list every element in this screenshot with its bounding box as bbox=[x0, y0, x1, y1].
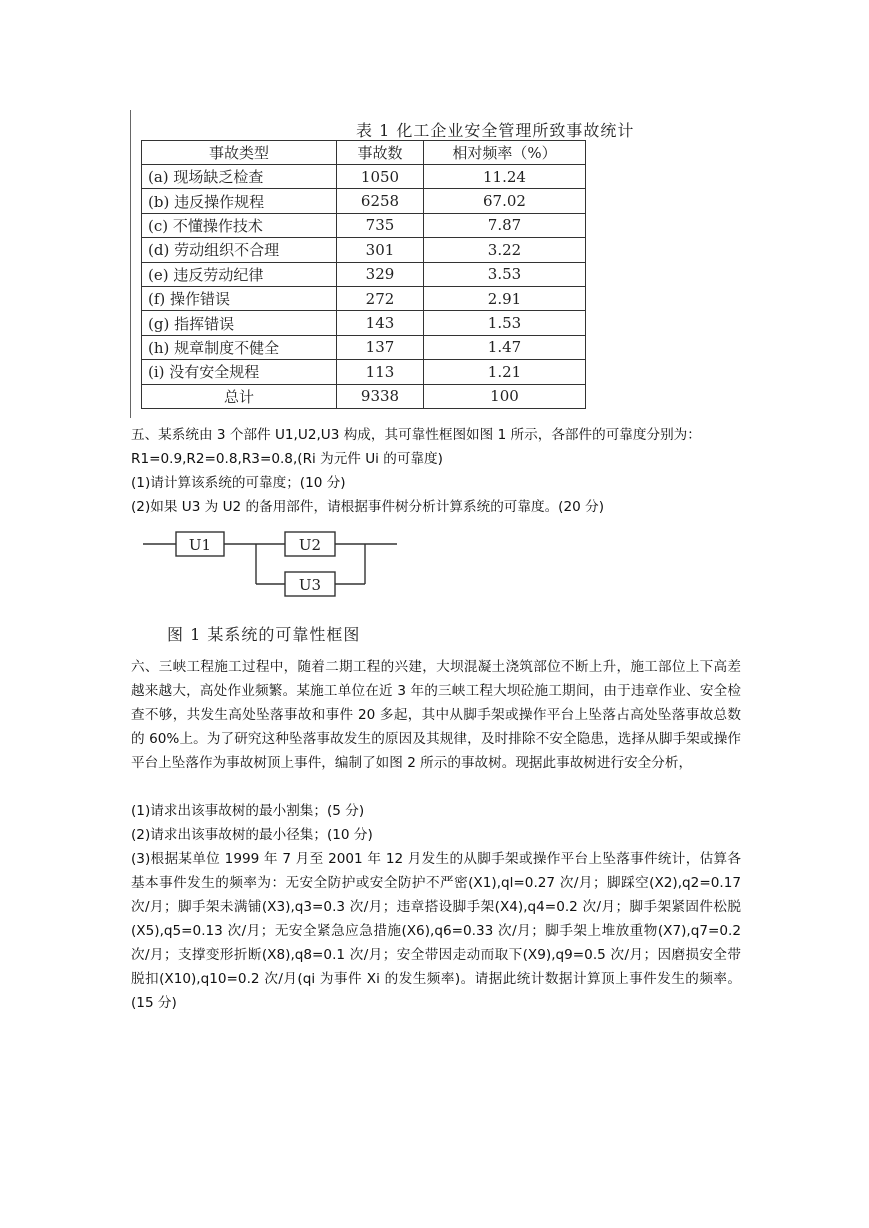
cell-frequency: 2.91 bbox=[424, 286, 586, 310]
total-frequency: 100 bbox=[424, 384, 586, 408]
table-row bbox=[142, 286, 586, 310]
q5-intro-line2: R1=0.9,R2=0.8,R3=0.8,(Ri 为元件 Ui 的可靠度) bbox=[131, 451, 443, 467]
table-row bbox=[142, 360, 586, 384]
total-count: 9338 bbox=[337, 384, 424, 408]
accident-statistics-table-figure bbox=[130, 110, 690, 418]
q6-part1: (1)请求出该事故树的最小割集；(5 分) bbox=[131, 803, 365, 819]
table-title: 表 1 化工企业安全管理所致事故统计 bbox=[356, 121, 635, 140]
cell-frequency: 3.53 bbox=[424, 262, 586, 286]
cell-type: (b) 违反操作规程 bbox=[142, 189, 337, 213]
table-header-row bbox=[142, 141, 586, 165]
cell-type: (h) 规章制度不健全 bbox=[142, 335, 337, 359]
cell-frequency: 67.02 bbox=[424, 189, 586, 213]
cell-type: (a) 现场缺乏检查 bbox=[142, 165, 337, 189]
accident-statistics-table bbox=[141, 140, 586, 409]
cell-type: (d) 劳动组织不合理 bbox=[142, 238, 337, 262]
table-row bbox=[142, 311, 586, 335]
table-row bbox=[142, 238, 586, 262]
cell-frequency: 7.87 bbox=[424, 213, 586, 237]
cell-count: 113 bbox=[337, 360, 424, 384]
cell-frequency: 3.22 bbox=[424, 238, 586, 262]
table-row bbox=[142, 213, 586, 237]
cell-count: 735 bbox=[337, 213, 424, 237]
q5-intro-line1: 五、某系统由 3 个部件 U1,U2,U3 构成，其可靠性框图如图 1 所示，各部件的可靠度分别为： bbox=[131, 427, 701, 443]
block-u1-label: U1 bbox=[188, 536, 212, 554]
cell-type: (c) 不懂操作技术 bbox=[142, 213, 337, 237]
cell-count: 272 bbox=[337, 286, 424, 310]
header-accident-count: 事故数 bbox=[337, 141, 424, 165]
block-u2-label: U2 bbox=[298, 536, 322, 554]
table-row bbox=[142, 335, 586, 359]
q5-part2: (2)如果 U3 为 U2 的备用部件，请根据事件树分析计算系统的可靠度。(20 分) bbox=[131, 499, 604, 515]
table-row bbox=[142, 165, 586, 189]
table-row bbox=[142, 262, 586, 286]
q6-intro: 六、三峡工程施工过程中，随着二期工程的兴建，大坝混凝土浇筑部位不断上升，施工部位上下高差越来越大，高处作业频繁。某施工单位在近 3 年的三峡工程大坝砼施工期间，由于违章作业、安全检查不够，共发生高处坠落事故和事件 20 多起，其中从脚手架或操作平台上坠落占高处坠落事故总数的 60%上。为了研究这种坠落事故发生的原因及其规律，及时排除不安全隐患，选择从脚手架或操作平台上坠落作为事故树顶上事件，编制了如图 2 所示的事故树。现据此事故树进行安全分析， bbox=[131, 659, 741, 771]
cell-type: (e) 违反劳动纪律 bbox=[142, 262, 337, 286]
cell-type: (g) 指挥错误 bbox=[142, 311, 337, 335]
q5-part1: (1)请计算该系统的可靠度；(10 分) bbox=[131, 475, 346, 491]
left-border-line bbox=[130, 110, 131, 418]
cell-frequency: 1.47 bbox=[424, 335, 586, 359]
cell-count: 301 bbox=[337, 238, 424, 262]
q6-part2: (2)请求出该事故树的最小径集；(10 分) bbox=[131, 827, 373, 843]
header-accident-type: 事故类型 bbox=[142, 141, 337, 165]
table-total-row bbox=[142, 384, 586, 408]
figure1-caption: 图 1 某系统的可靠性框图 bbox=[167, 625, 361, 644]
cell-type: (f) 操作错误 bbox=[142, 286, 337, 310]
header-relative-frequency: 相对频率（%） bbox=[424, 141, 586, 165]
cell-count: 1050 bbox=[337, 165, 424, 189]
block-u3-label: U3 bbox=[298, 576, 322, 594]
total-label: 总计 bbox=[142, 384, 337, 408]
cell-count: 329 bbox=[337, 262, 424, 286]
cell-type: (i) 没有安全规程 bbox=[142, 360, 337, 384]
cell-count: 143 bbox=[337, 311, 424, 335]
q6-part3: (3)根据某单位 1999 年 7 月至 2001 年 12 月发生的从脚手架或操作平台上坠落事件统计，估算各基本事件发生的频率为：无安全防护或安全防护不严密(X1),ql=0.27 次/月；脚踩空(X2),q2=0.17 次/月；脚手架未满铺(X3),q3=0.3 次/月；违章搭设脚手架(X4),q4=0.2 次/月；脚手架紧固件松脱(X5),q5=0.13 次/月；无安全紧急应急措施(X6),q6=0.33 次/月；脚手架上堆放重物(X7),q7=0.2 次/月；支撑变形折断(X8),q8=0.1 次/月；安全带因走动而取下(X9),q9=0.5 次/月；因磨损安全带脱扣(X10),q10=0.2 次/月(qi 为事件 Xi 的发生频率)。请据此统计数据计算顶上事件发生的频率。(15 分) bbox=[131, 851, 741, 1011]
cell-frequency: 11.24 bbox=[424, 165, 586, 189]
table-row bbox=[142, 189, 586, 213]
cell-frequency: 1.53 bbox=[424, 311, 586, 335]
cell-frequency: 1.21 bbox=[424, 360, 586, 384]
cell-count: 6258 bbox=[337, 189, 424, 213]
cell-count: 137 bbox=[337, 335, 424, 359]
reliability-block-diagram bbox=[143, 527, 403, 603]
